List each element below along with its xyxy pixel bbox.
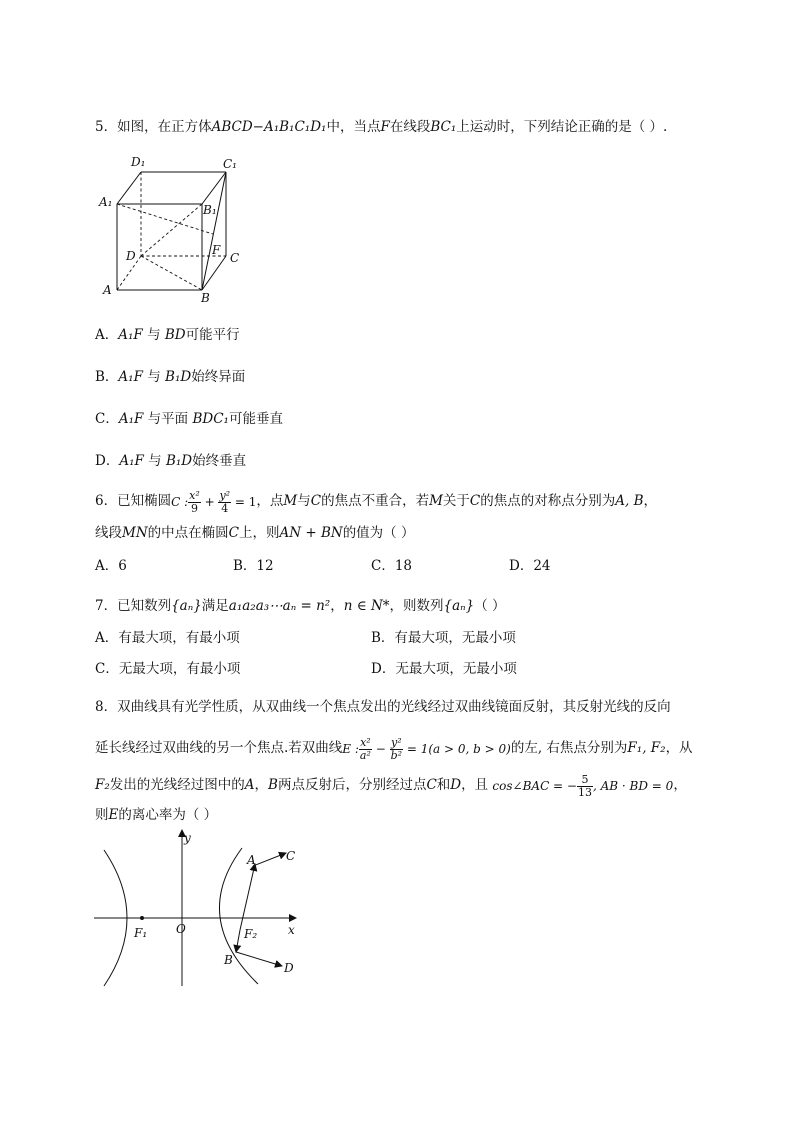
q7-suffix: （ ）: [474, 598, 506, 614]
q8-line4-b: 的离心率为（ ）: [118, 807, 218, 823]
q8-eq-tail: = 1(a > 0, b > 0): [406, 741, 511, 756]
q8-cos: cos∠BAC = −: [492, 778, 577, 793]
q5-option-d-t2: 始终垂直: [192, 453, 247, 469]
q8-a: A: [244, 777, 255, 793]
q6-eq-tail: = 1: [234, 494, 257, 509]
q6-c2: C: [469, 493, 481, 509]
hyper-label-x: x: [288, 923, 295, 937]
q5-option-a-m2: BD: [164, 327, 186, 343]
q8-line3-c: 两点反射后，分别经过点: [277, 777, 427, 793]
q5-option-b-m2: B₁D: [165, 369, 192, 385]
q8-line2-a: 延长线经过双曲线的另一个焦点.若双曲线: [95, 740, 343, 756]
q8-f2: F₂: [95, 777, 110, 793]
q8-frac-x-den: a²: [359, 748, 371, 762]
hyper-label-f2: F₂: [244, 927, 258, 941]
q6-choice-a: A．6: [95, 558, 127, 574]
q6-choice-b: B．12: [233, 558, 274, 574]
q7-seq: {aₙ}: [171, 598, 202, 614]
q6-line2-b: 的中点在椭圆: [147, 525, 229, 541]
q5-option-c-m1: A₁F: [118, 411, 144, 427]
q6-stem-line1: [95, 486, 657, 517]
q5-segment: BC₁: [430, 119, 457, 135]
q7-stem: [95, 597, 506, 615]
q8-b: B: [268, 777, 278, 793]
q8-line2-c: ，从: [665, 740, 693, 756]
q5-cube-name: ABCD−A₁B₁C₁D₁: [211, 119, 327, 135]
hyper-label-a: A: [247, 853, 256, 867]
q6-frac-x-num: x²: [189, 488, 200, 502]
hyper-label-c: C: [286, 849, 296, 863]
hyperbola-figure: [90, 826, 310, 996]
q7-choice-c: C．无最大项，有最小项: [95, 661, 241, 677]
q8-stem-line1: 8．双曲线具有光学性质，从双曲线一个焦点发出的光线经过双曲线镜面反射，其反射光线的反向: [95, 699, 671, 715]
q5-suffix: 上运动时，下列结论正确的是（ ）.: [456, 119, 668, 135]
cube-label-d1: D₁: [131, 155, 146, 169]
q6-frac-y: [218, 490, 231, 515]
q7-cond: n ∈ N*: [343, 598, 390, 614]
q5-prefix: 5．如图，在正方体: [95, 119, 212, 135]
q8-stem-line4: [95, 806, 217, 824]
q5-option-a: [95, 326, 240, 344]
cube-figure: [95, 150, 255, 310]
q6-mid2: 与: [297, 493, 311, 509]
q7-prefix: 7．已知数列: [95, 598, 172, 614]
q7-choice-d: D．无最大项，无最小项: [371, 661, 517, 677]
q8-e2: E: [108, 807, 119, 823]
q7-mid2: ，则数列: [389, 598, 444, 614]
cube-label-a1: A₁: [99, 195, 113, 209]
hyper-label-b: B: [224, 953, 233, 967]
q6-line2-a: 线段: [95, 525, 122, 541]
q7-choice-a: A．有最大项，有最小项: [95, 630, 240, 646]
q8-condition: [492, 771, 673, 801]
q8-hyperbola-equation: E : $\frac{\text{x²}}{\text{a²}}$ − $\frac{\text{y²}}{\text{b²}}$ = 1(a > 0, b > 0): [342, 735, 511, 762]
q6-line2-c: 上，则: [238, 525, 280, 541]
q5-option-b-t2: 始终异面: [191, 369, 246, 385]
q7-seq2: {aₙ}: [443, 598, 475, 614]
q8-frac-y: [390, 737, 403, 762]
q6-mid4: 关于: [442, 493, 470, 509]
q7-choice-b: B．有最大项，无最小项: [371, 630, 516, 646]
q8-frac-cos: [577, 774, 593, 799]
q8-frac-x-num: x²: [360, 735, 371, 749]
q6-ab: A, B: [615, 493, 644, 509]
hyper-label-o: O: [176, 922, 186, 936]
q8-line4-a: 则: [95, 807, 109, 823]
q6-mn: MN: [122, 525, 148, 541]
cube-label-a: A: [103, 283, 112, 297]
q6-frac-y-num: y²: [219, 488, 231, 502]
q6-expr: AN + BN: [279, 525, 343, 541]
cube-label-b: B: [201, 291, 210, 305]
q5-option-c: [95, 410, 283, 428]
q7-mid: 满足: [201, 598, 229, 614]
q7-sep: ，: [330, 598, 344, 614]
q5-option-b-t1: 与: [147, 369, 161, 385]
hyper-label-d: D: [284, 961, 294, 975]
q6-ellipse-equation: C : $\frac{\text{x²}}{9}$ + $\frac{\text{y²}}{4}$ = 1: [171, 488, 257, 515]
q6-line2-d: 的值为（ ）: [342, 525, 415, 541]
q8-line3-b: ，: [254, 777, 269, 793]
q5-option-c-t2: 可能垂直: [228, 411, 283, 427]
q5-option-b-m1: A₁F: [118, 369, 143, 385]
q5-option-a-t2: 可能平行: [185, 327, 240, 343]
q8-frac-x: [359, 737, 372, 762]
q5-option-a-letter: A．: [95, 327, 119, 343]
q5-point-f: F: [380, 119, 390, 135]
q6-mid: ，点: [256, 493, 284, 509]
q8-dot: , AB · BD = 0: [592, 778, 674, 793]
cube-label-d: D: [126, 249, 136, 263]
q6-ellipse-name: C :: [171, 494, 189, 509]
q5-option-d: [95, 452, 246, 470]
q5-mid2: 在线段: [389, 119, 431, 135]
q5-option-b-letter: B．: [95, 369, 119, 385]
q5-option-a-t1: 与: [147, 327, 161, 343]
cube-label-f: F: [212, 243, 221, 257]
q6-m2: M: [429, 493, 443, 509]
q6-c: C: [310, 493, 322, 509]
q8-line3-e: ，且: [461, 777, 489, 793]
q5-option-c-t1: 与平面: [147, 411, 189, 427]
q5-option-d-m1: A₁F: [119, 453, 144, 469]
q5-option-a-m1: A₁F: [118, 327, 143, 343]
q8-foci: F₁, F₂: [627, 740, 666, 756]
q6-mid6: ，: [643, 493, 658, 509]
q8-stem-line2: [95, 733, 693, 764]
q5-option-d-t1: 与: [148, 453, 162, 469]
q6-frac-x-den: 9: [190, 501, 198, 515]
q8-frac-y-num: y²: [390, 735, 402, 749]
cube-label-c1: C₁: [223, 157, 237, 171]
q8-line2-b: 的左, 右焦点分别为: [510, 740, 628, 756]
q6-frac-x: [188, 490, 201, 515]
q6-stem-line2: [95, 524, 414, 542]
q8-frac-cos-num: 5: [577, 774, 593, 787]
q5-mid: 中，当点: [326, 119, 381, 135]
q6-frac-y-den: 4: [221, 501, 229, 515]
q6-choice-c: C．18: [371, 558, 413, 574]
cube-label-c: C: [230, 251, 240, 265]
q6-choice-d: D．24: [509, 558, 551, 574]
q8-line3-a: 发出的光线经过图中的: [109, 777, 245, 793]
hyper-label-y: y: [184, 831, 191, 845]
cube-label-b1: B₁: [203, 203, 217, 217]
q8-frac-y-den: b²: [390, 748, 403, 762]
q6-c3: C: [228, 525, 239, 541]
q8-stem-line3: [95, 770, 687, 801]
q8-e: E :: [342, 741, 359, 756]
q8-line3-f: ，: [673, 777, 687, 793]
q6-mid5: 的焦点的对称点分别为: [480, 493, 616, 509]
q5-option-c-letter: C．: [95, 411, 119, 427]
q6-mid3: 的焦点不重合，若: [321, 493, 430, 509]
q8-frac-cos-den: 13: [577, 785, 592, 799]
q6-prefix: 6．已知椭圆: [95, 493, 172, 509]
q8-line3-d: 和: [436, 777, 451, 793]
q5-option-b: [95, 368, 245, 386]
q5-stem: [95, 118, 667, 136]
q5-option-c-m2: BDC₁: [192, 411, 229, 427]
hyper-label-f1: F₁: [134, 926, 148, 940]
q5-option-d-m2: B₁D: [165, 453, 193, 469]
q8-d: D: [450, 777, 462, 793]
q6-m: M: [283, 493, 298, 509]
q8-c: C: [426, 777, 437, 793]
q5-option-d-letter: D．: [95, 453, 120, 469]
q7-product: a₁a₂a₃⋯aₙ = n²: [228, 598, 331, 614]
